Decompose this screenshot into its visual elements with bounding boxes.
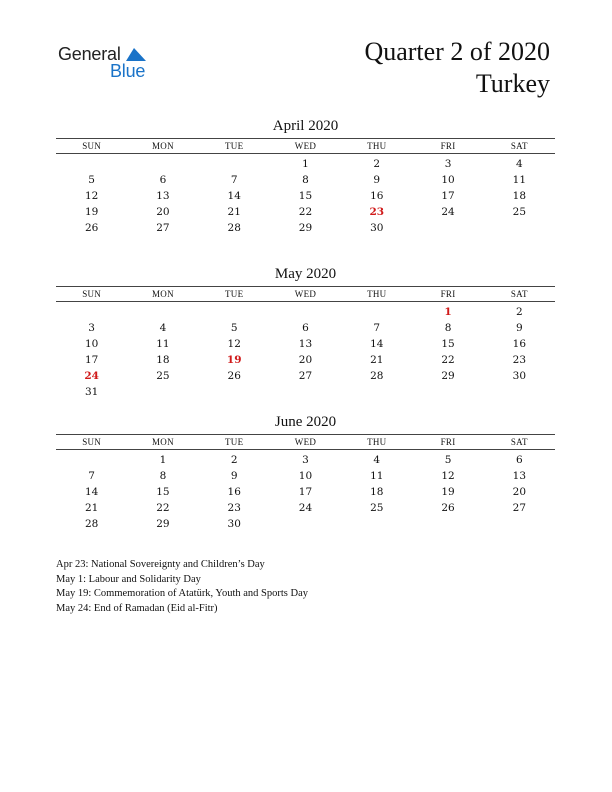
day-cell: 5: [88, 174, 95, 186]
week-row: [56, 484, 555, 500]
day-cell: 7: [230, 174, 238, 186]
day-cell: 4: [373, 454, 381, 466]
week-row: [56, 468, 555, 484]
week-row: [56, 516, 555, 532]
country-title: Turkey: [475, 69, 550, 98]
day-cell: 20: [298, 354, 313, 366]
weekday-header: FRI: [440, 289, 456, 299]
day-cell: 22: [298, 206, 313, 218]
weekday-header: SAT: [510, 141, 528, 151]
day-cell: 7: [373, 322, 381, 334]
week-row: [56, 352, 555, 368]
day-cell: 17: [84, 354, 99, 366]
weekday-header-row: [56, 434, 555, 450]
day-cell: 19: [84, 206, 99, 218]
day-cell: 29: [156, 518, 170, 530]
day-cell: 15: [441, 338, 455, 350]
day-cell: 8: [302, 174, 309, 186]
day-cell: 21: [84, 502, 99, 514]
weekday-header-row: [56, 286, 555, 302]
month-june: [56, 412, 555, 532]
week-row: [56, 220, 555, 236]
weekday-header: SAT: [510, 437, 528, 447]
week-row: [56, 172, 555, 188]
holiday-note: May 19: Commemoration of Atatürk, Youth and Sports Day: [56, 588, 308, 599]
day-cell: 5: [444, 454, 452, 466]
weekday-header: SAT: [510, 289, 528, 299]
day-cell: 28: [227, 222, 241, 234]
weekday-header: SUN: [82, 289, 102, 299]
day-cell: 21: [370, 354, 384, 366]
holiday-note: May 1: Labour and Solidarity Day: [56, 573, 201, 585]
week-row: [56, 384, 555, 400]
day-cell: 2: [515, 306, 523, 318]
day-cell: 18: [512, 190, 527, 202]
weekday-header: TUE: [225, 437, 244, 447]
day-cell: 1: [159, 454, 167, 466]
month-may: [56, 264, 555, 400]
day-cell: 13: [298, 338, 313, 350]
day-cell: 18: [370, 486, 384, 498]
day-cell: 30: [227, 518, 241, 530]
weekday-header: TUE: [225, 141, 244, 151]
holiday-notes: [56, 558, 308, 616]
day-cell: 6: [302, 322, 309, 334]
day-cell: 7: [88, 470, 95, 482]
weekday-header: WED: [294, 437, 317, 447]
day-cell: 1: [302, 158, 309, 170]
day-cell: 27: [156, 222, 170, 234]
day-cell: 15: [156, 486, 170, 498]
day-cell: 24: [298, 502, 313, 514]
day-cell: 18: [156, 354, 170, 366]
day-cell: 6: [159, 174, 167, 186]
day-cell: 12: [227, 338, 241, 350]
day-cell: 2: [230, 454, 238, 466]
day-cell: 10: [441, 174, 455, 186]
weekday-header: MON: [151, 437, 174, 447]
day-cell: 13: [156, 190, 170, 202]
day-cell: 26: [227, 370, 241, 382]
day-cell: 17: [298, 486, 313, 498]
day-cell: 28: [370, 370, 384, 382]
weekday-header: SUN: [82, 437, 102, 447]
day-cell: 11: [512, 174, 527, 186]
day-cell: 22: [156, 502, 170, 514]
day-cell: 26: [441, 502, 455, 514]
weekday-header: WED: [294, 141, 317, 151]
week-row: [56, 368, 555, 384]
day-cell: 9: [373, 174, 381, 186]
holiday-note: May 24: End of Ramadan (Eid al-Fitr): [56, 602, 218, 614]
logo-text-general: General: [58, 44, 121, 64]
week-row: [56, 452, 555, 468]
day-cell: 3: [444, 158, 452, 170]
quarter-title: Quarter 2 of 2020: [364, 37, 550, 66]
day-cell: 30: [370, 222, 384, 234]
weekday-header: WED: [294, 289, 317, 299]
month-title: May 2020: [274, 266, 337, 282]
day-cell: 2: [373, 158, 381, 170]
day-cell: 20: [512, 486, 527, 498]
week-row: [56, 188, 555, 204]
weekday-header: MON: [151, 289, 174, 299]
day-cell: 26: [84, 222, 99, 234]
day-cell: 9: [515, 322, 523, 334]
weekday-header: FRI: [440, 141, 456, 151]
week-row: [56, 500, 555, 516]
day-cell: 9: [230, 470, 238, 482]
day-cell: 25: [370, 502, 384, 514]
day-cell: 24: [441, 206, 455, 218]
holiday-day-cell: 23: [369, 206, 385, 218]
day-cell: 16: [227, 486, 241, 498]
week-row: [56, 304, 555, 320]
holiday-note: Apr 23: National Sovereignty and Children’s Day: [56, 559, 265, 570]
day-cell: 29: [441, 370, 455, 382]
weekday-header-row: [56, 138, 555, 154]
day-cell: 4: [515, 158, 523, 170]
weekday-header: THU: [367, 437, 387, 447]
day-cell: 4: [159, 322, 167, 334]
week-row: [56, 336, 555, 352]
day-cell: 20: [156, 206, 170, 218]
day-cell: 14: [227, 190, 241, 202]
day-cell: 25: [156, 370, 170, 382]
weekday-header: THU: [367, 289, 387, 299]
day-cell: 30: [512, 370, 527, 382]
day-cell: 27: [298, 370, 313, 382]
day-cell: 31: [84, 386, 99, 398]
weekday-header: FRI: [440, 437, 456, 447]
day-cell: 21: [227, 206, 241, 218]
logo-text-blue: Blue: [110, 61, 146, 81]
day-cell: 14: [84, 486, 99, 498]
day-cell: 29: [298, 222, 313, 234]
month-title: April 2020: [272, 118, 339, 134]
day-cell: 22: [441, 354, 455, 366]
day-cell: 17: [441, 190, 455, 202]
day-cell: 5: [230, 322, 238, 334]
day-cell: 28: [84, 518, 99, 530]
day-cell: 16: [512, 338, 527, 350]
day-cell: 25: [512, 206, 527, 218]
day-cell: 19: [441, 486, 455, 498]
day-cell: 23: [227, 502, 241, 514]
week-row: [56, 204, 555, 220]
page-title: [364, 36, 550, 100]
holiday-day-cell: 24: [84, 370, 99, 382]
day-cell: 8: [159, 470, 167, 482]
holiday-day-cell: 19: [226, 354, 242, 366]
day-cell: 10: [84, 338, 99, 350]
day-cell: 6: [515, 454, 523, 466]
day-cell: 12: [84, 190, 99, 202]
day-cell: 3: [302, 454, 309, 466]
day-cell: 13: [512, 470, 527, 482]
day-cell: 16: [370, 190, 384, 202]
day-cell: 11: [370, 470, 384, 482]
logo-triangle-icon: [126, 46, 148, 62]
month-title: June 2020: [274, 414, 337, 430]
day-cell: 10: [298, 470, 313, 482]
week-row: [56, 320, 555, 336]
weekday-header: TUE: [225, 289, 244, 299]
day-cell: 15: [298, 190, 313, 202]
day-cell: 23: [512, 354, 527, 366]
day-cell: 11: [156, 338, 170, 350]
holiday-day-cell: 1: [444, 306, 452, 318]
weekday-header: SUN: [82, 141, 102, 151]
day-cell: 12: [441, 470, 455, 482]
weekday-header: THU: [367, 141, 387, 151]
day-cell: 14: [370, 338, 384, 350]
day-cell: 3: [88, 322, 95, 334]
generalblue-logo: [58, 44, 158, 84]
weekday-header: MON: [151, 141, 174, 151]
week-row: [56, 156, 555, 172]
day-cell: 27: [512, 502, 527, 514]
month-april: [56, 116, 555, 236]
day-cell: 8: [444, 322, 452, 334]
